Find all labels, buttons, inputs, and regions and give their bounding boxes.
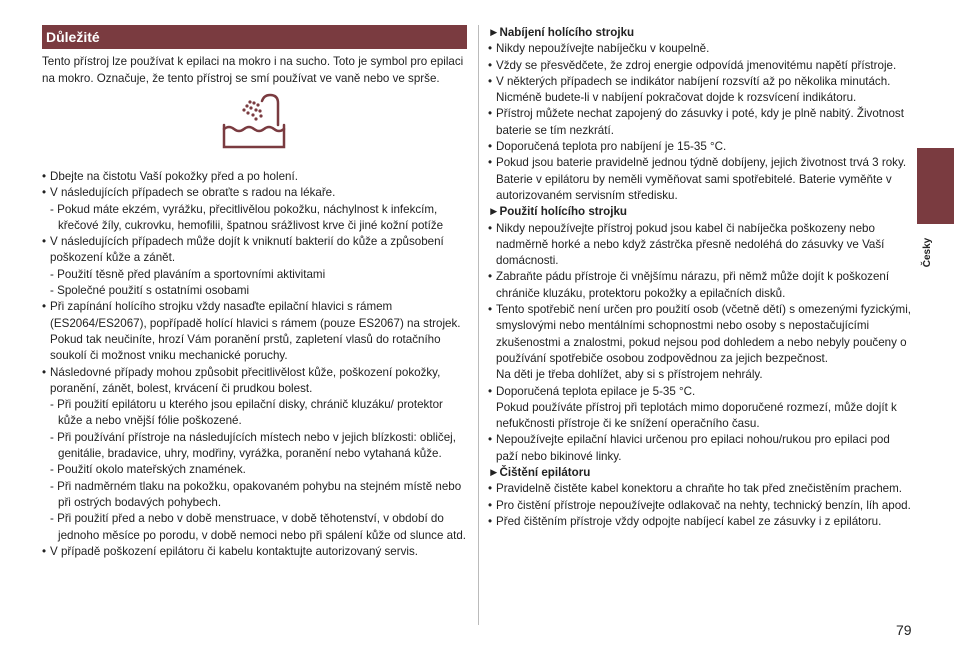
- list-item: • Pravidelně čistěte kabel konektoru a chraňte ho tak před znečistěním prachem.: [488, 481, 913, 497]
- language-label: [917, 232, 939, 272]
- list-subitem: - Při nadměrném tlaku na pokožku, opakovaném pohybu na stejném místě nebo při ostrých bodavých pohybech.: [50, 479, 462, 509]
- note-text: Na děti je třeba dohlížet, aby si s přístrojem nehrály.: [496, 368, 763, 382]
- right-list: [488, 41, 913, 204]
- section-heading: Důležité: [42, 25, 467, 49]
- list-subitem: - Při používání přístroje na následujících místech nebo v jejich blízkosti: obličej, genitálie, bradavice, uhry, modřiny, vyrážka, poranění nebo vytahaná kůže.: [50, 430, 456, 461]
- language-tab: [917, 148, 954, 224]
- list-item: • Dbejte na čistotu Vaší pokožky před a po holení.: [42, 169, 470, 185]
- list-subitem: - Použití těsně před plaváním a sportovními aktivitami: [50, 267, 326, 281]
- list-item: • Nepoužívejte epilační hlavici určenou pro epilaci nohou/rukou pro epilaci pod paží nebo bikinové linky.: [488, 432, 913, 465]
- list-item: • V následujících případech se obraťte s radou na lékaře.: [42, 185, 470, 201]
- column-divider: [478, 25, 479, 625]
- wet-use-symbol: [42, 89, 470, 159]
- right-list: [488, 481, 913, 530]
- list-item: • Zabraňte pádu přístroje či vnějšímu nárazu, při němž může dojít k poškození chrániče kluzáku, protektoru pokožky a epilačních disků.: [488, 269, 913, 302]
- language-label-text: Česky: [922, 237, 934, 267]
- list-subitem: - Společné použití s ostatními osobami: [50, 284, 250, 298]
- subsection-heading: ►Nabíjení holícího strojku: [488, 26, 635, 39]
- list-subitem: - Pokud máte ekzém, vyrážku, přecitlivělou pokožku, náchylnost k infekcím, křečové žíly, cukrovku, hemofilii, špatnou srážlivost krve či jiné kožní potíže: [50, 202, 444, 232]
- shower-bath-icon: [220, 93, 292, 151]
- list-item: • Při zapínání holícího strojku vždy nasaďte epilační hlavici s rámem (ES2064/ES2067), popřípadě holící hlavici s rámem (pouze ES2067) na strojek. Pokud tak neučiníte, hrozí Vám poranění prstů, zapletení vlasů do rotačního soukolí či možnost vniku mechanické poruchy.: [42, 299, 470, 364]
- left-column: [42, 25, 470, 560]
- subsection-heading: ►Použití holícího strojku: [488, 205, 628, 219]
- list-item: • Pro čistění přístroje nepoužívejte odlakovač na nehty, technický benzín, líh apod.: [488, 498, 913, 514]
- list-item: • Následovné případy mohou způsobit přecitlivělost kůže, poškození pokožky, poranění, zánět, bolest, krvácení či prudkou bolest.: [42, 365, 470, 398]
- list-item: • Pokud jsou baterie pravidelně jednou týdně dobíjeny, jejich životnost trvá 3 roky. Baterie v epilátoru by neměli vyměňovat sami spotřebitelé. Baterie vyměňte v autorizovaném servisním středisku.: [488, 155, 913, 204]
- right-list: [488, 432, 913, 465]
- intro-paragraph: Tento přístroj lze používat k epilaci na mokro i na sucho. Toto je symbol pro epilaci na mokro. Označuje, že tento přístroj se smí používat ve vaně nebo ve sprše.: [42, 55, 464, 85]
- list-subitem: - Při použití před a nebo v době menstruace, v době těhotenství, v období do jednoho měsíce po porodu, v době nemoci nebo při spálení kůže od slunce atd.: [50, 512, 466, 542]
- list-item: • Doporučená teplota pro nabíjení je 15-35 °C.: [488, 139, 913, 155]
- list-subitem: - Při použití epilátoru u kterého jsou epilační disky, chránič kluzáku/ protektor kůže a nebo vnější fólie poškozené.: [50, 398, 443, 428]
- left-list: [42, 169, 470, 560]
- list-item: • Doporučená teplota epilace je 5-35 °C.: [488, 384, 913, 400]
- list-item: • V následujících případech může dojít k vniknutí bakterií do kůže a způsobení poškození kůže a zánět.: [42, 234, 470, 267]
- list-subitem: - Použití okolo mateřských znamének.: [50, 463, 246, 477]
- note-text: Pokud používáte přístroj při teplotách mimo doporučené rozmezí, může dojít k nefukčnosti přístroje či ke snížení operačního času.: [496, 400, 897, 431]
- list-item: • Přístroj můžete nechat zapojený do zásuvky i poté, kdy je plně nabitý. Životnost baterie se tím nezkrátí.: [488, 106, 913, 139]
- list-item: • V případě poškození epilátoru či kabelu kontaktujte autorizovaný servis.: [42, 544, 470, 560]
- list-item: • Tento spotřebič není určen pro použití osob (včetně dětí) s omezenými fyzickými, smyslovými nebo mentálními schopnostmi nebo osoby s nepostačujícími zkušenostmi a znalostmi, pokud nejsou pod dohledem a nebo nebyly poučeny o používání spotřebiče osobou zodpovědnou za jejich bezpečnost.: [488, 302, 913, 367]
- right-list: [488, 221, 913, 368]
- list-item: • Vždy se přesvědčete, že zdroj energie odpovídá jmenovitému napětí přístroje.: [488, 58, 913, 74]
- list-item: • V některých případech se indikátor nabíjení rozsvítí až po několika minutách. Nicméně budete-li v nabíjení pokračovat dojde k rozsvícení indikátoru.: [488, 74, 913, 107]
- list-item: • Nikdy nepoužívejte nabíječku v koupelně.: [488, 41, 913, 57]
- page-number: 79: [896, 622, 912, 638]
- subsection-heading: ►Čištění epilátoru: [488, 466, 591, 480]
- right-column: [488, 25, 913, 530]
- list-item: • Nikdy nepoužívejte přístroj pokud jsou kabel či nabíječka poškozeny nebo nadměrně horké a nebo když zástrčka přesně nedoléhá do zásuvky ve Vaší domácnosti.: [488, 221, 913, 270]
- right-list: [488, 384, 913, 400]
- list-item: • Před čištěním přístroje vždy odpojte nabíjecí kabel ze zásuvky i z epilátoru.: [488, 514, 913, 530]
